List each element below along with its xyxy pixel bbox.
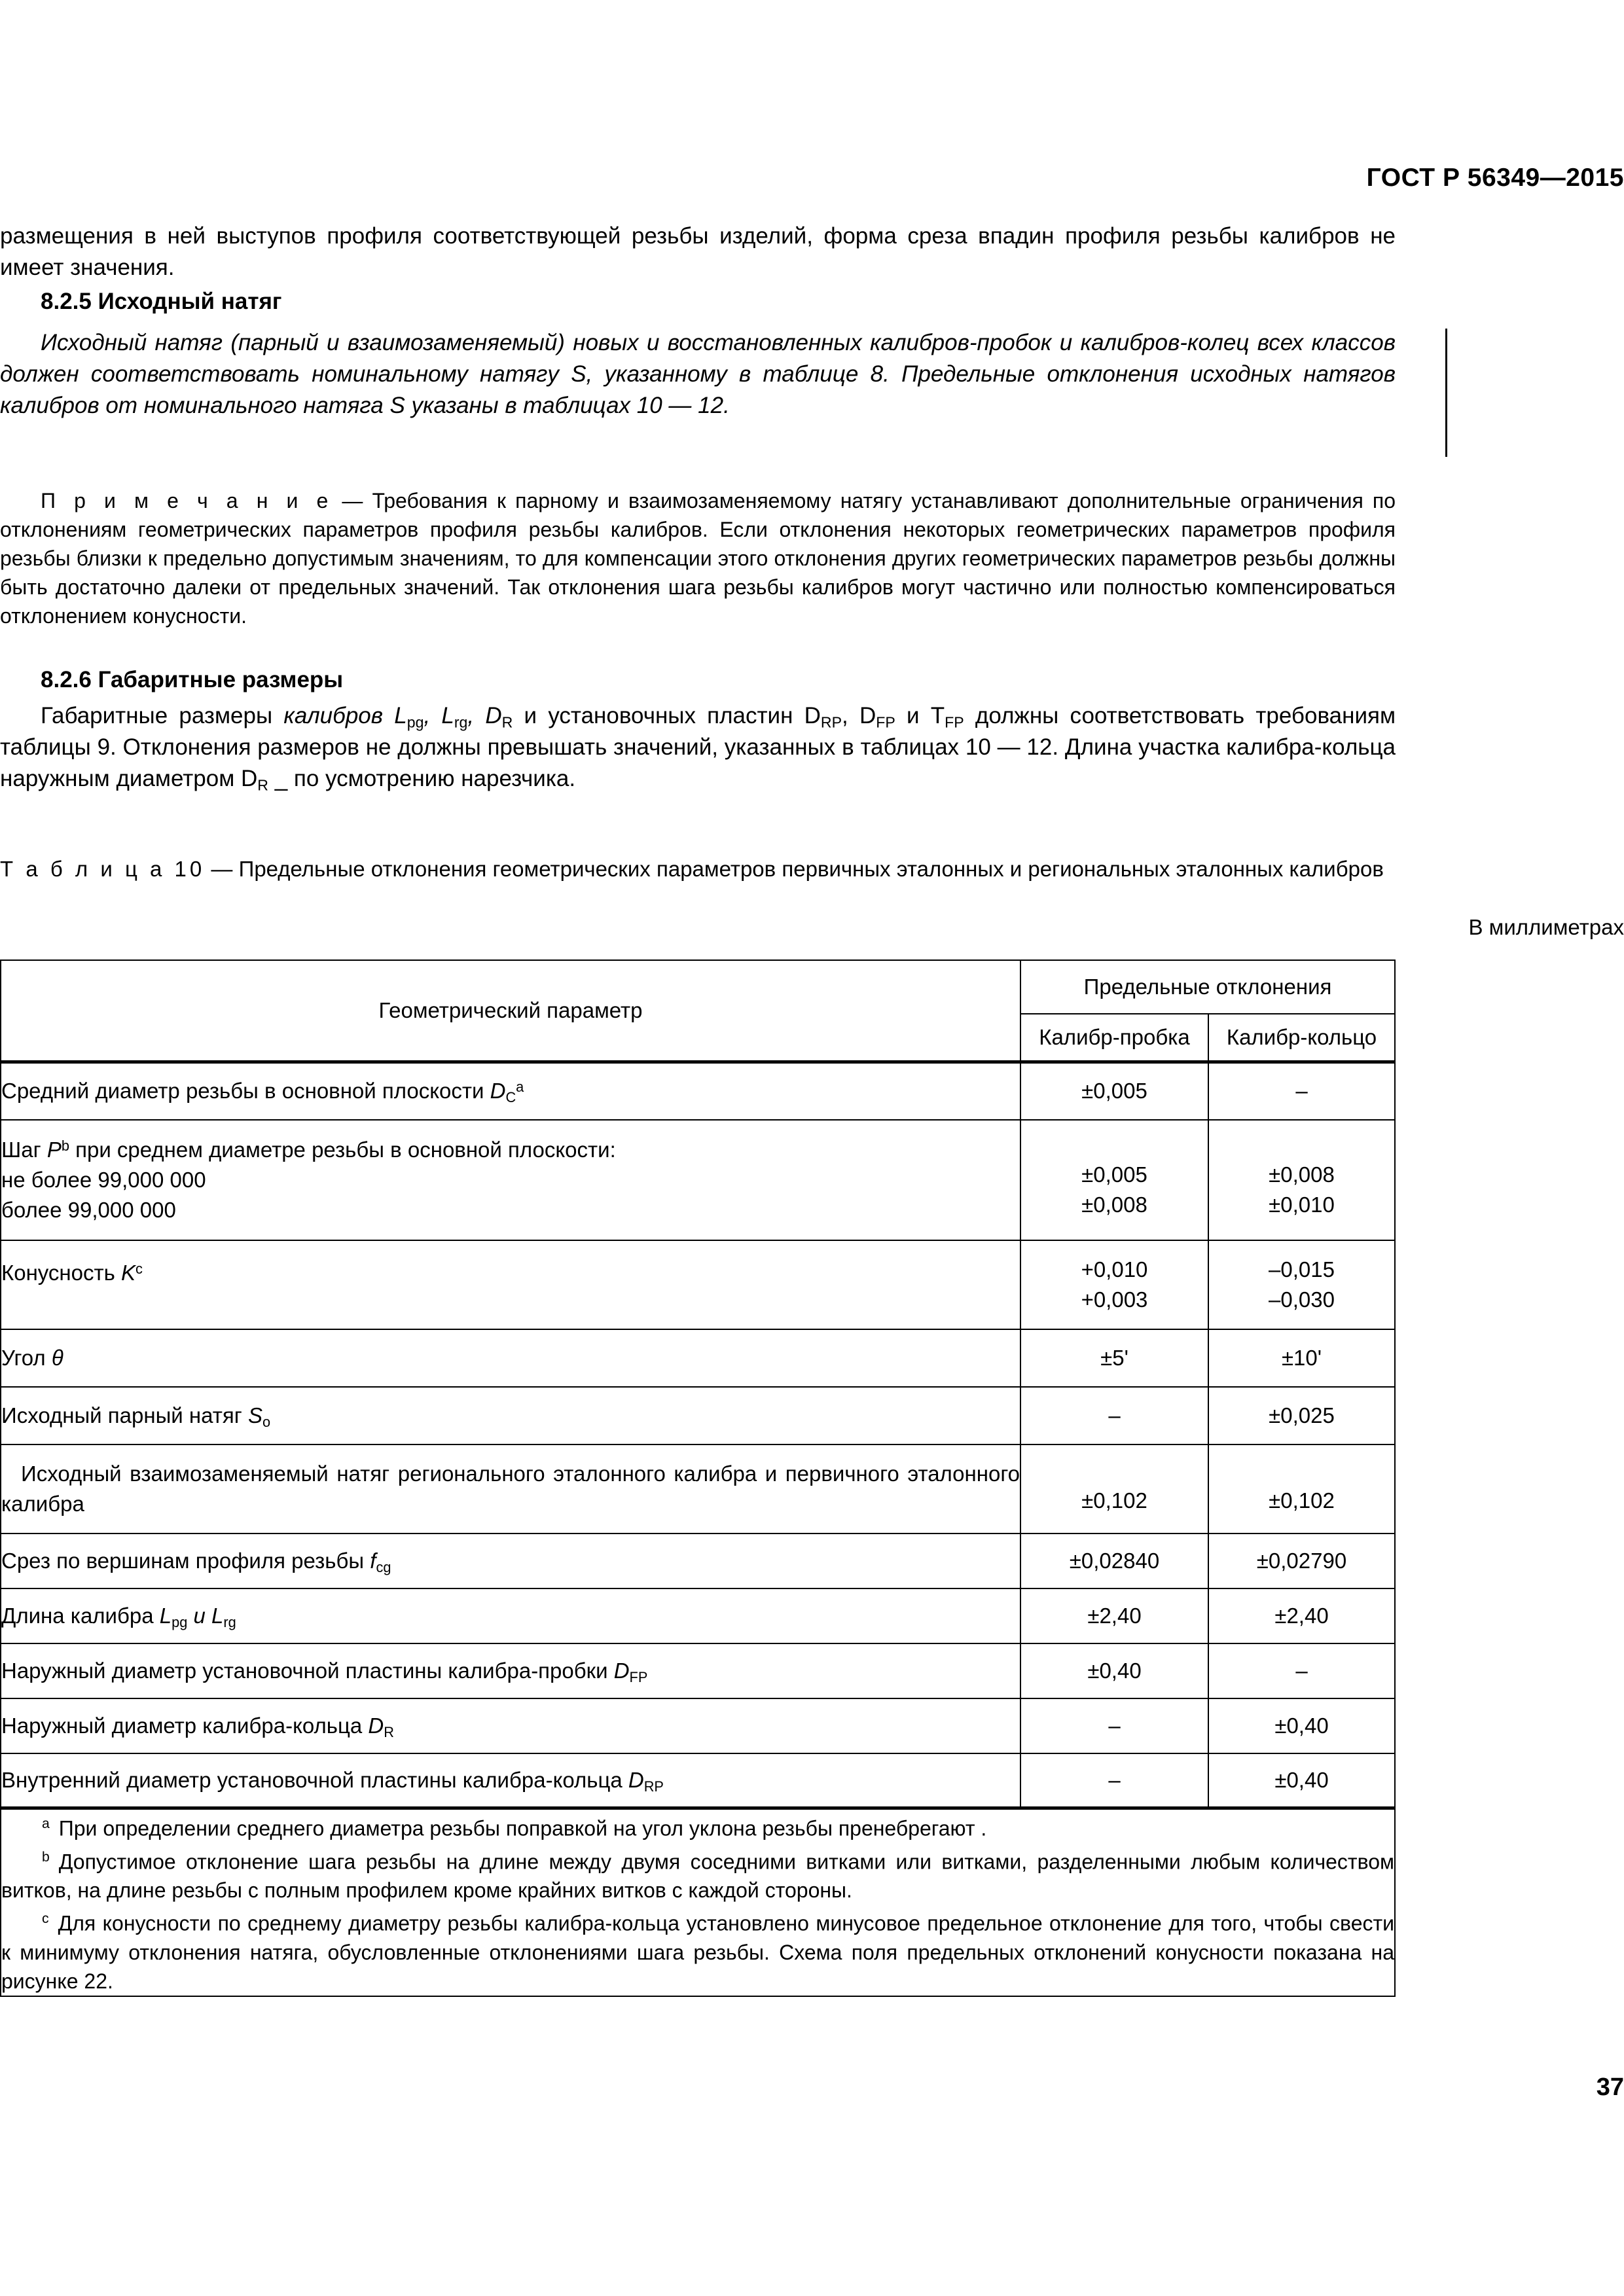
section-8-2-5-heading: 8.2.5 Исходный натяг <box>41 289 282 314</box>
r6-sub: cg <box>376 1558 391 1575</box>
table-caption-text: Предельные отклонения геометрических параметров первичных эталонных и региональных эталонных калибров <box>238 857 1384 881</box>
row-param-cell <box>1 1753 1020 1808</box>
r0-sub: C <box>505 1089 516 1106</box>
r8-pre: Наружный диаметр установочной пластины калибра-пробки <box>1 1658 614 1683</box>
r2-ring-1: –0,015 <box>1269 1257 1335 1282</box>
note-text: Требования к парному и взаимозаменяемому натягу устанавливают дополнительные ограничения по отклонениям геометрических параметров профиля резьбы калибров. Если отклонения некоторых геометрических параметров профиля резьбы близки к предельно допустимым значениям, то для компенсации этого отклонения других геометрических параметров резьбы должны быть достаточно далеки от предельных значений. Так отклонения шага резьбы калибров могут частично или полностью компенсироваться отклонением конусности. <box>0 489 1396 628</box>
r1-line2: не более 99,000 000 <box>1 1167 206 1192</box>
row-ring-value: ±2,40 <box>1208 1588 1395 1643</box>
r0-sym: D <box>490 1079 506 1103</box>
row-ring-value: ±0,102 <box>1208 1444 1395 1534</box>
row-param-cell: Исходный взаимозаменяемый натяг регионального эталонного калибра и первичного эталонного калибра <box>1 1444 1020 1534</box>
r10-pre: Внутренний диаметр установочной пластины калибра-кольца <box>1 1767 628 1792</box>
r9-sub: R <box>384 1723 394 1740</box>
row-ring-value: ±0,02790 <box>1208 1534 1395 1588</box>
r1-ring-2: ±0,010 <box>1269 1192 1335 1217</box>
row-ring-value: – <box>1208 1062 1395 1120</box>
r1-pre: Шаг <box>1 1137 47 1162</box>
note-label: П р и м е ч а н и е <box>41 489 333 512</box>
row-ring-value: ±10' <box>1208 1329 1395 1387</box>
section-8-2-6-paragraph-block <box>0 700 1396 795</box>
table-row <box>1 1062 1395 1120</box>
row-plug-value <box>1020 1240 1208 1329</box>
document-header-standard-id: ГОСТ Р 56349—2015 <box>1366 164 1624 192</box>
r2-pre: Конусность <box>1 1260 121 1285</box>
r1-plug-1: ±0,005 <box>1081 1162 1147 1187</box>
table-caption-label: Т а б л и ц а 10 <box>0 857 206 881</box>
r3-sym: θ <box>51 1345 63 1370</box>
row-ring-value: ±0,40 <box>1208 1753 1395 1808</box>
table-body <box>1 1062 1395 1996</box>
r4-pre: Исходный парный натяг <box>1 1403 248 1427</box>
r10-sub: RP <box>643 1778 664 1795</box>
th-parameter: Геометрический параметр <box>1 960 1020 1062</box>
row-plug-value: – <box>1020 1753 1208 1808</box>
table-caption <box>0 855 1396 884</box>
section-8-2-5-paragraph: Исходный натяг (парный и взаимозаменяемый) новых и восстановленных калибров-пробок и калибров-колец всех классов должен соответствовать номинальному натягу S, указанному в таблице 8. Предельные отклонения исходных натягов калибров от номинального натяга S указаны в таблицах 10 — 12. <box>0 330 1396 418</box>
table-footnotes-cell <box>1 1808 1395 1996</box>
table-row <box>1 1534 1395 1588</box>
r4-sym: S <box>247 1403 262 1427</box>
table-head <box>1 960 1395 1062</box>
sec826-part2: L <box>383 703 407 728</box>
table-footnotes-row <box>1 1808 1395 1996</box>
r0-fn: a <box>516 1079 524 1096</box>
r8-sub: FP <box>629 1668 648 1685</box>
r9-sym: D <box>368 1713 384 1738</box>
r1-line1 <box>1 1135 1020 1165</box>
table-row <box>1 1588 1395 1643</box>
r2-ring-2: –0,030 <box>1269 1287 1335 1312</box>
r3-pre: Угол <box>1 1345 52 1370</box>
table-row <box>1 1387 1395 1444</box>
sec826-part9: _ по усмотрению нарезчика. <box>268 766 576 791</box>
row-plug-value <box>1020 1120 1208 1240</box>
r1-fn: b <box>61 1137 69 1154</box>
footnote-b-text: Допустимое отклонение шага резьбы на длине между двумя соседними витками или витками, разделенными любым количеством витков, на длине резьбы с полным профилем кроме крайних витков с каждой стороны. <box>1 1850 1395 1903</box>
intro-paragraph: размещения в ней выступов профиля соответствующей резьбы изделий, форма среза впадин профиля резьбы калибров не имеет значения. <box>0 223 1396 280</box>
sec826-sub-r: R <box>501 713 513 731</box>
row-param-cell <box>1 1240 1020 1329</box>
table-row <box>1 1444 1395 1534</box>
table-units-note: В миллиметрах <box>1468 915 1624 939</box>
footnote-b-mark: b <box>42 1849 50 1865</box>
table-row <box>1 1698 1395 1753</box>
table-row <box>1 1120 1395 1240</box>
row-plug-value: ±2,40 <box>1020 1588 1208 1643</box>
r7-pre: Длина калибра <box>1 1603 160 1628</box>
row-param-cell <box>1 1062 1020 1120</box>
r6-sym: f <box>370 1548 376 1573</box>
r1-sym: P <box>46 1137 62 1162</box>
r1-post: при среднем диаметре резьбы в основной плоскости: <box>69 1137 616 1162</box>
sec826-sub-r2: R <box>257 776 268 794</box>
table-caption-dash: — <box>205 857 239 881</box>
sec826-part4: , D <box>467 703 502 728</box>
sec826-part1: Габаритные размеры <box>41 703 284 728</box>
table-row <box>1 1643 1395 1698</box>
r2-sym: K <box>120 1260 135 1285</box>
sec826-sub-pg: pg <box>406 713 424 731</box>
r2-plug-1: +0,010 <box>1081 1257 1148 1282</box>
sec826-sub-fp2: FP <box>945 713 964 731</box>
row-ring-value: – <box>1208 1643 1395 1698</box>
r0-pre: Средний диаметр резьбы в основной плоскости <box>1 1079 490 1103</box>
note-paragraph <box>0 486 1396 630</box>
row-param-cell <box>1 1643 1020 1698</box>
r7-post-sub: rg <box>223 1613 236 1630</box>
section-8-2-6-paragraph <box>0 700 1396 795</box>
r1-line3: более 99,000 000 <box>1 1197 176 1222</box>
table-row <box>1 1753 1395 1808</box>
limit-deviations-table <box>0 960 1396 1997</box>
footnote-a-text: При определении среднего диаметра резьбы поправкой на угол уклона резьбы пренебрегают . <box>58 1816 987 1840</box>
row-ring-value <box>1208 1120 1395 1240</box>
r10-sym: D <box>628 1767 644 1792</box>
section-8-2-6-heading: 8.2.6 Габаритные размеры <box>41 667 344 692</box>
footnote-c-text: Для конусности по среднему диаметру резьбы калибра-кольца установлено минусовое предельное отклонение для того, чтобы свести к минимуму отклонения натяга, обусловленные отклонениями шага резьбы. Схема поля предельных отклонений конусности показана на рисунке 22. <box>1 1911 1395 1993</box>
r2-fn: c <box>135 1260 143 1277</box>
sec826-part8: должны соответствовать требованиям таблицы 9. Отклонения размеров не должны превышать значений, указанных в таблицах 10 — 12. Длина участка калибра-кольца наружным диаметром D <box>0 703 1396 791</box>
th-deviations: Предельные отклонения <box>1020 960 1395 1014</box>
row-param-cell <box>1 1329 1020 1387</box>
r4-sub: o <box>262 1413 271 1430</box>
row-plug-value: ±0,005 <box>1020 1062 1208 1120</box>
table-row <box>1 1240 1395 1329</box>
section-8-2-6-heading-block <box>0 664 1396 696</box>
r6-pre: Срез по вершинам профиля резьбы <box>1 1548 370 1573</box>
note-block <box>0 486 1396 630</box>
table-row <box>1 1329 1395 1387</box>
sec826-sub-rg: rg <box>454 713 468 731</box>
footnote-b <box>1 1843 1394 1905</box>
section-8-2-5-paragraph-block <box>0 327 1396 422</box>
page-number: 37 <box>1596 2073 1624 2101</box>
r9-pre: Наружный диаметр калибра-кольца <box>1 1713 369 1738</box>
r7-sub: pg <box>171 1613 188 1630</box>
row-param-cell <box>1 1588 1020 1643</box>
row-plug-value: ±0,40 <box>1020 1643 1208 1698</box>
r8-sym: D <box>613 1658 630 1683</box>
row-plug-value: – <box>1020 1387 1208 1444</box>
r7-sym: L <box>159 1603 172 1628</box>
th-plug-gauge: Калибр-пробка <box>1020 1014 1208 1062</box>
intro-paragraph-block <box>0 221 1396 283</box>
footnote-a <box>1 1810 1394 1843</box>
sec826-part5: и установочных плacтин D <box>513 703 821 728</box>
sec826-part6: , D <box>842 703 876 728</box>
sec826-sub-fp1: FP <box>876 713 895 731</box>
row-plug-value: ±5' <box>1020 1329 1208 1387</box>
row-plug-value: – <box>1020 1698 1208 1753</box>
footnote-c-mark: c <box>42 1911 49 1927</box>
row-plug-value: ±0,02840 <box>1020 1534 1208 1588</box>
sec826-part7: и T <box>895 703 945 728</box>
row-param-cell <box>1 1120 1020 1240</box>
r2-plug-2: +0,003 <box>1081 1287 1148 1312</box>
th-ring-gauge: Калибр-кольцо <box>1208 1014 1395 1062</box>
r1-plug-2: ±0,008 <box>1081 1192 1147 1217</box>
revision-change-bar <box>1445 329 1447 457</box>
row-param-cell <box>1 1387 1020 1444</box>
footnote-a-mark: a <box>42 1816 50 1831</box>
sec826-sub-rp: RP <box>820 713 842 731</box>
row-param-cell <box>1 1698 1020 1753</box>
row-ring-value <box>1208 1240 1395 1329</box>
row-plug-value: ±0,102 <box>1020 1444 1208 1534</box>
row-ring-value: ±0,40 <box>1208 1698 1395 1753</box>
row-param-cell <box>1 1534 1020 1588</box>
section-8-2-5-heading-block <box>0 286 1396 317</box>
sec826-italic-kalibrov: калибров <box>283 703 384 728</box>
r1-ring-1: ±0,008 <box>1269 1162 1335 1187</box>
table-header-row-1 <box>1 960 1395 1014</box>
sec826-part3: , L <box>424 703 454 728</box>
note-dash: — <box>333 489 372 512</box>
r7-post: и L <box>187 1603 224 1628</box>
row-ring-value: ±0,025 <box>1208 1387 1395 1444</box>
footnote-c <box>1 1905 1394 1996</box>
